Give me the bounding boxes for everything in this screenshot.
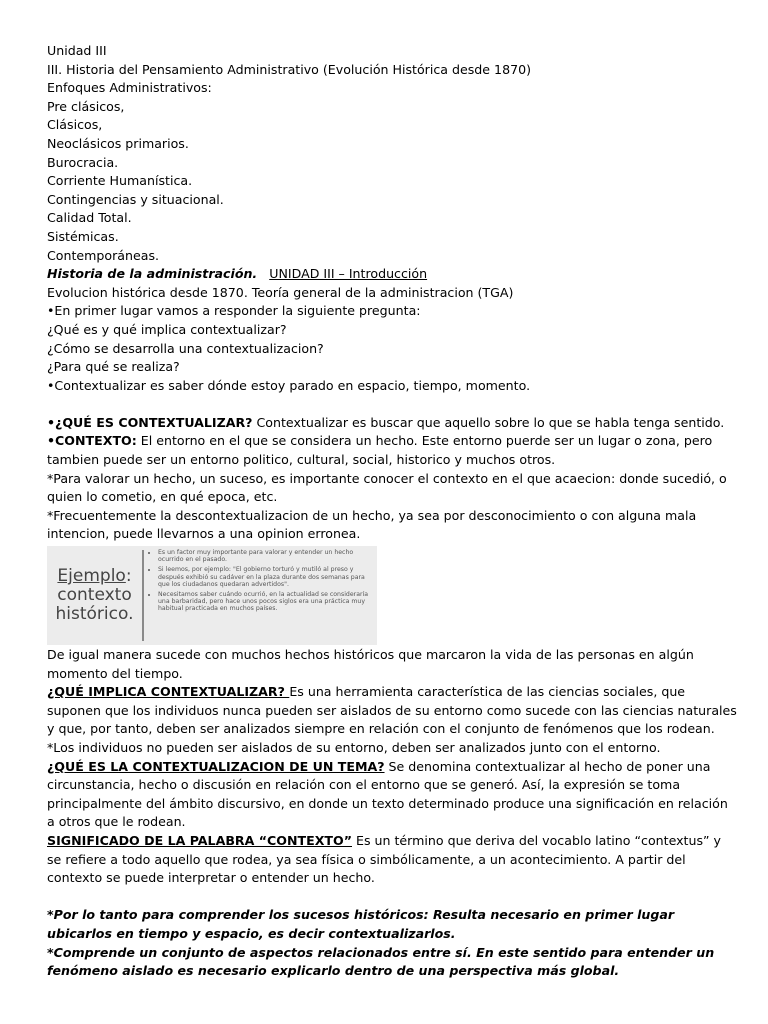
figure-word: Ejemplo — [57, 566, 126, 587]
note-paragraph: *Para valorar un hecho, un suceso, es importante conocer el contexto en el que acaecion: donde sucedió, o quien lo cometio, en qué epoca, etc. — [47, 470, 731, 505]
body-paragraph — [47, 832, 738, 888]
figure-bullet: • Si leemos, por ejemplo: "El gobierno torturó y mutiló al preso y después exhibió su cadáver en la plaza durante dos semanas para que los ciudadanos quedaran advertidos". — [158, 566, 373, 588]
body-paragraph — [47, 683, 741, 739]
enfoque-item: Calidad Total. — [47, 210, 132, 226]
intro-question: ¿Qué es y qué implica contextualizar? — [47, 321, 287, 337]
section-text: Se denomina contextualizar al hecho de poner una circunstancia, hecho o discusión en relación con el entorno que se generó. Así, la expresión se toma principalmente del ámbito discursivo, en donde un texto determinado produce una significación en relación a otros que le rodean. — [47, 758, 732, 830]
figure-bullet: • Es un factor muy importante para valorar y entender un hecho ocurrido en el pasado. — [158, 549, 373, 563]
enfoque-item: Contingencias y situacional. — [47, 191, 224, 207]
body-paragraph: De igual manera sucede con muchos hechos históricos que marcaron la vida de las personas en algún momento del tiempo. — [47, 647, 698, 681]
section-text: Es un término que deriva del vocablo latino “contextus” y se refiere a todo aquello que rodea, ya sea física o simbólicamente, a un acontecimiento. A partir del contexto se puede interpretar o entender un hecho. — [47, 832, 726, 886]
note-paragraph: *Frecuentemente la descontextualizacion de un hecho, ya sea por desconocimiento o con alguna mala intencion, puede llevarnos a una opinion erronea. — [47, 507, 701, 542]
intro-heading — [47, 265, 738, 284]
document-title: III. Historia del Pensamiento Administrativo (Evolución Histórica desde 1870) — [47, 61, 532, 77]
note-paragraph: *Los individuos no pueden ser aislados de su entorno, deben ser analizados junto con el entorno. — [47, 740, 661, 755]
enfoque-item: Burocracia. — [47, 154, 119, 170]
section-heading: ¿QUÉ ES LA CONTEXTUALIZACION DE UN TEMA? — [47, 758, 385, 774]
figure-title — [47, 546, 142, 645]
section-heading: ¿QUÉ IMPLICA CONTEXTUALIZAR? — [47, 684, 290, 700]
unit-heading: Unidad III — [47, 43, 107, 58]
enfoque-item: Contemporáneas. — [47, 247, 160, 263]
intro-unit-title: UNIDAD III – Introducción — [269, 266, 428, 282]
figure-divider — [142, 550, 144, 641]
definition-text: El entorno en el que se considera un hecho. Este entorno puerde ser un lugar o zona, pero tambien puede ser un entorno politico, cultural, social, historico y muchos otros. — [47, 433, 717, 468]
definition-paragraph — [47, 414, 738, 433]
body-paragraph — [47, 758, 738, 832]
enfoques-label: Enfoques Administrativos: — [47, 80, 212, 96]
section-heading: SIGNIFICADO DE LA PALABRA “CONTEXTO” — [47, 832, 352, 848]
definition-term: •¿QUÉ ES CONTEXTUALIZAR? — [47, 414, 253, 430]
intro-line: •En primer lugar vamos a responder la siguiente pregunta: — [47, 303, 421, 319]
intro-bold-title: Historia de la administración. — [47, 266, 258, 282]
enfoque-item: Pre clásicos, — [47, 98, 125, 114]
figure-bullets — [150, 546, 377, 645]
section-text: Es una herramienta característica de las ciencias sociales, que suponen que los individuos nunca pueden ser aislados de su entorno como sucede con las ciencias naturales y que, por tanto, deben ser analizados siempre en relación con el conjunto de fenómenos que los rodean. — [47, 684, 741, 737]
spacer — [47, 395, 738, 414]
figure-colon: : — [125, 566, 132, 587]
intro-question: ¿Cómo se desarrolla una contextualizacion? — [47, 340, 324, 356]
figure-word: contexto — [57, 585, 132, 606]
intro-line: •Contextualizar es saber dónde estoy parado en espacio, tiempo, momento. — [47, 377, 531, 393]
definition-term: •CONTEXTO: — [47, 433, 137, 449]
enfoque-item: Corriente Humanística. — [47, 173, 193, 189]
enfoque-item: Sistémicas. — [47, 228, 119, 244]
conclusion-paragraph: *Comprende un conjunto de aspectos relacionados entre sí. En este sentido para entender un fenómeno aislado es necesario explicarlo dentro de una perspectiva más global. — [47, 944, 719, 979]
definition-text: Contextualizar es buscar que aquello sobre lo que se habla tenga sentido. — [252, 414, 725, 430]
example-figure — [47, 546, 377, 645]
enfoque-item: Neoclásicos primarios. — [47, 135, 189, 151]
definition-paragraph — [47, 432, 738, 469]
intro-question: ¿Para qué se realiza? — [47, 359, 180, 375]
spacer — [47, 888, 738, 907]
enfoque-item: Clásicos, — [47, 117, 103, 133]
figure-bullet: • Necesitamos saber cuándo ocurrió, en la actualidad se consideraría una barbaridad, pero hace unos pocos siglos era una práctica muy habitual practicada en muchos países. — [158, 591, 373, 613]
conclusion-paragraph: *Por lo tanto para comprender los sucesos históricos: Resulta necesario en primer lugar ubicarlos en tiempo y espacio, es decir contextualizarlos. — [47, 907, 679, 941]
intro-line: Evolucion histórica desde 1870. Teoría general de la administracion (TGA) — [47, 284, 514, 300]
figure-word: histórico. — [55, 604, 134, 625]
